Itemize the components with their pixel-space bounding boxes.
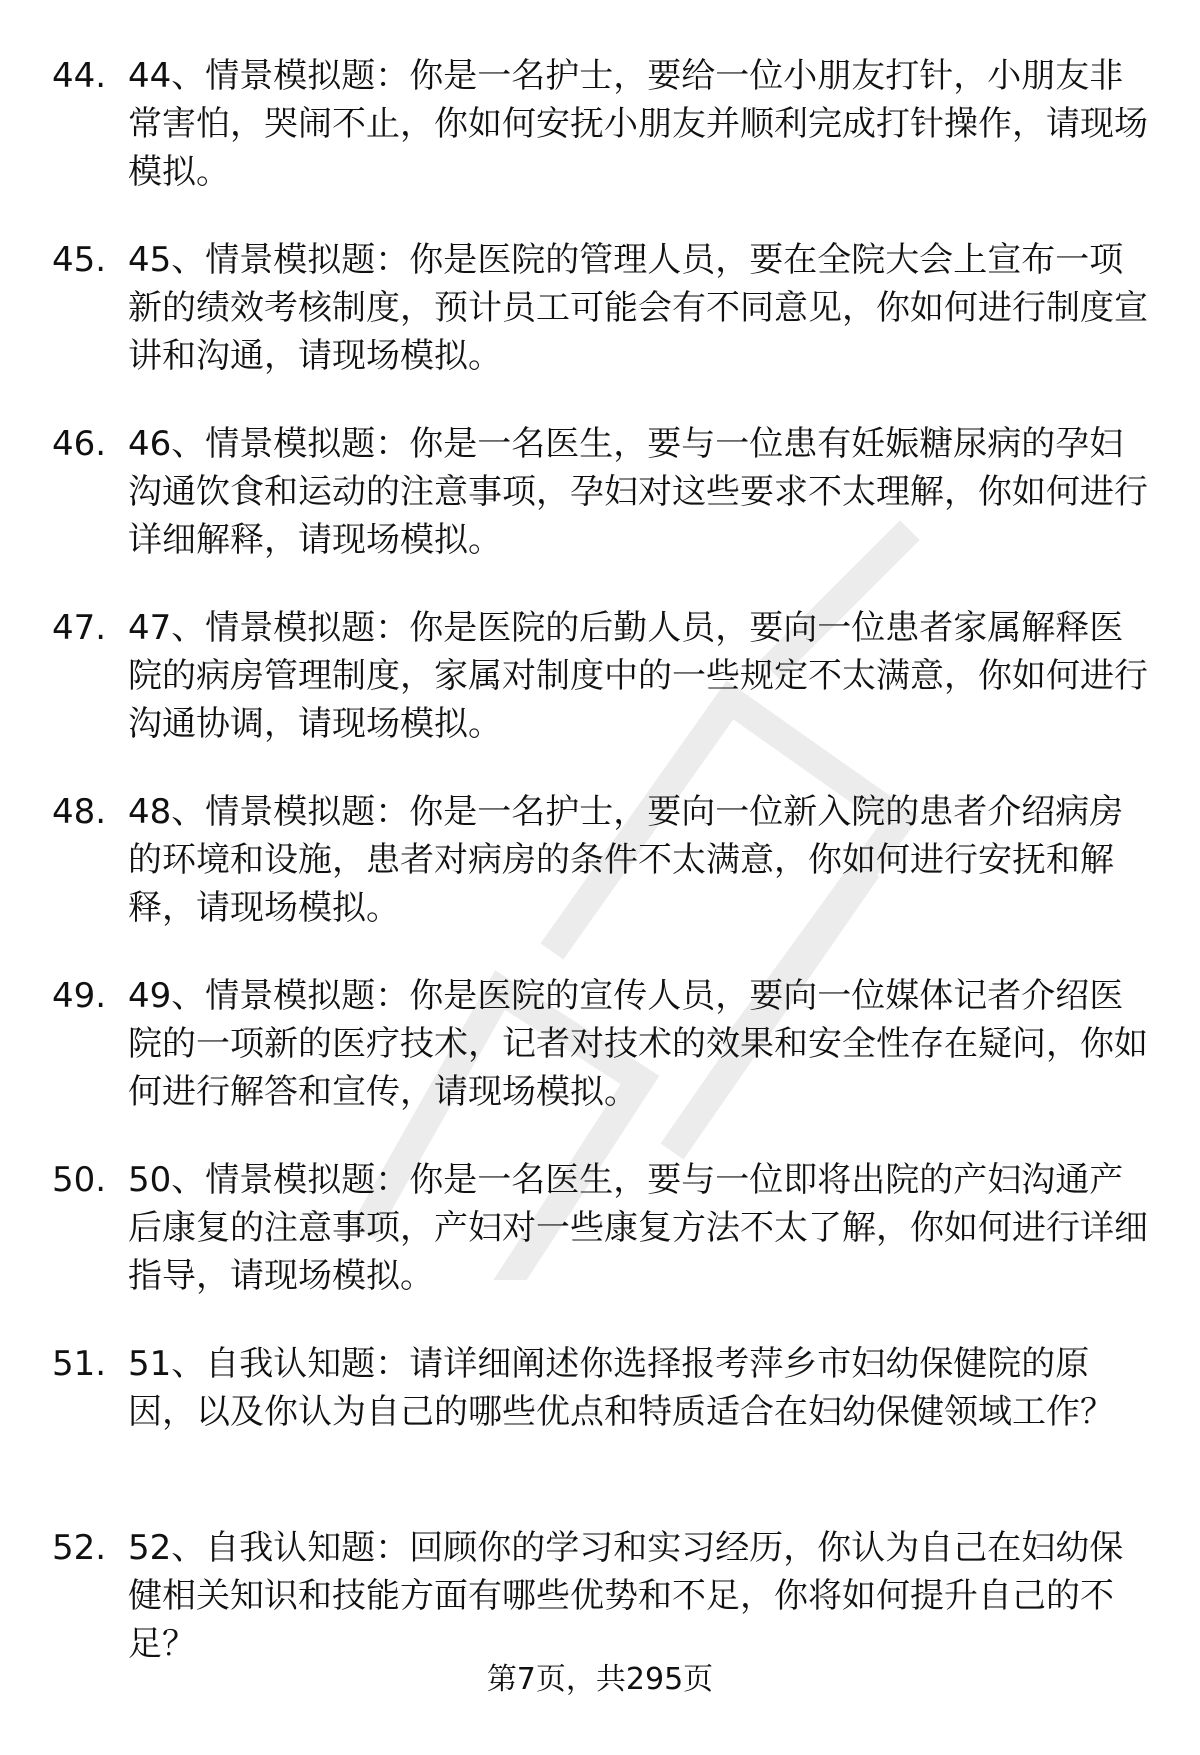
question-item (0, 52, 1200, 196)
question-number: 49. (52, 976, 107, 1016)
question-text: 51、自我认知题：请详细阐述你选择报考萍乡市妇幼保健院的原因，以及你认为自己的哪些优点和特质适合在妇幼保健领域工作？ (128, 1344, 1114, 1432)
question-number: 44. (52, 56, 107, 96)
question-text: 47、情景模拟题：你是医院的后勤人员，要向一位患者家属解释医院的病房管理制度，家属对制度中的一些规定不太满意，你如何进行沟通协调，请现场模拟。 (128, 608, 1148, 744)
question-text: 49、情景模拟题：你是医院的宣传人员，要向一位媒体记者介绍医院的一项新的医疗技术，记者对技术的效果和安全性存在疑问，你如何进行解答和宣传，请现场模拟。 (128, 976, 1148, 1112)
question-text: 50、情景模拟题：你是一名医生，要与一位即将出院的产妇沟通产后康复的注意事项，产妇对一些康复方法不太了解，你如何进行详细指导，请现场模拟。 (128, 1160, 1148, 1296)
question-number: 52. (52, 1528, 107, 1568)
question-number: 45. (52, 240, 107, 280)
question-text: 45、情景模拟题：你是医院的管理人员，要在全院大会上宣布一项新的绩效考核制度，预计员工可能会有不同意见，你如何进行制度宣讲和沟通，请现场模拟。 (128, 240, 1148, 376)
question-item (0, 420, 1200, 564)
question-list (0, 52, 1200, 1708)
question-text: 48、情景模拟题：你是一名护士，要向一位新入院的患者介绍病房的环境和设施，患者对病房的条件不太满意，你如何进行安抚和解释，请现场模拟。 (128, 792, 1124, 928)
question-item (0, 972, 1200, 1116)
question-number: 48. (52, 792, 107, 832)
question-item (0, 788, 1200, 932)
question-number: 51. (52, 1344, 107, 1384)
question-item (0, 236, 1200, 380)
question-text: 44、情景模拟题：你是一名护士，要给一位小朋友打针，小朋友非常害怕，哭闹不止，你如何安抚小朋友并顺利完成打针操作，请现场模拟。 (128, 56, 1148, 192)
question-number: 50. (52, 1160, 107, 1200)
question-number: 47. (52, 608, 107, 648)
question-item (0, 1524, 1200, 1668)
question-text: 46、情景模拟题：你是一名医生，要与一位患有妊娠糖尿病的孕妇沟通饮食和运动的注意事项，孕妇对这些要求不太理解，你如何进行详细解释，请现场模拟。 (128, 424, 1148, 560)
question-item (0, 1340, 1200, 1484)
question-item (0, 604, 1200, 748)
question-item (0, 1156, 1200, 1300)
question-number: 46. (52, 424, 107, 464)
page-footer: 第7页，共295页 (486, 1662, 714, 1697)
question-text: 52、自我认知题：回顾你的学习和实习经历，你认为自己在妇幼保健相关知识和技能方面有哪些优势和不足，你将如何提升自己的不足？ (128, 1528, 1124, 1664)
